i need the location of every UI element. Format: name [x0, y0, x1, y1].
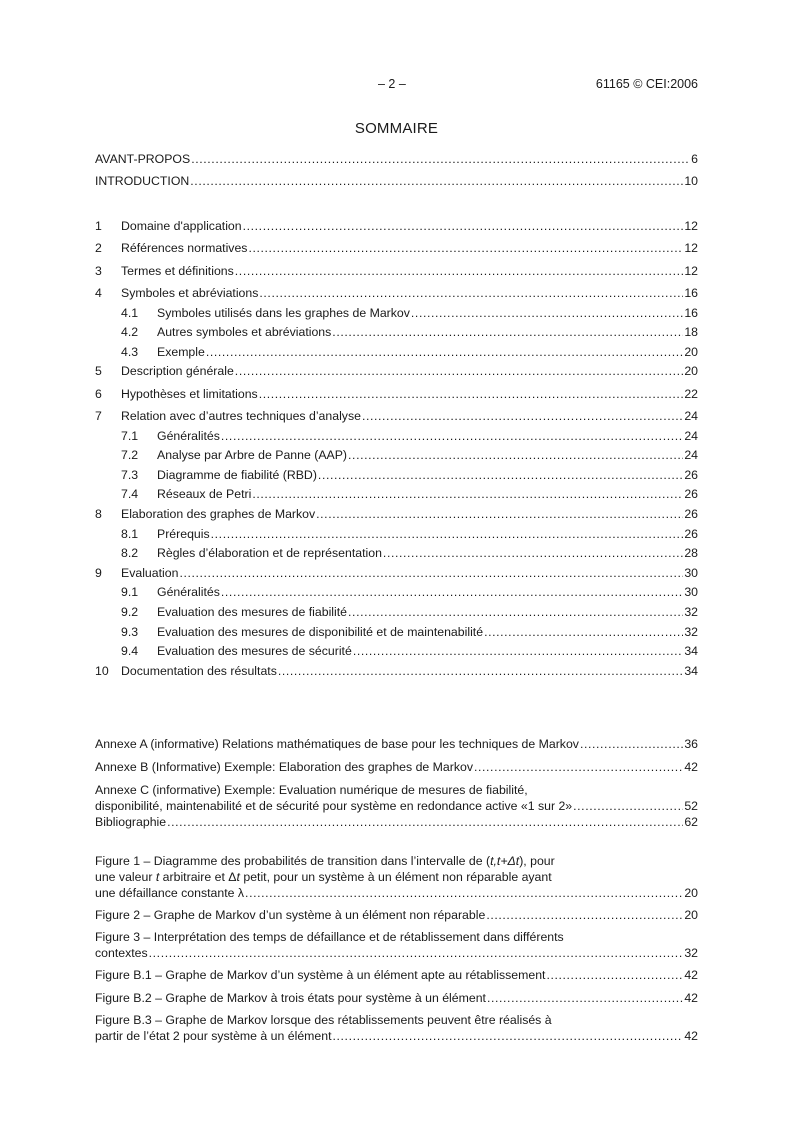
toc-entry-section-4[interactable] — [95, 285, 698, 301]
leader-dots — [332, 324, 683, 340]
toc-entry-page: 12 — [684, 263, 698, 278]
toc-entry-text: Evaluation — [121, 565, 179, 580]
toc-entry-page: 30 — [684, 565, 698, 580]
toc-figure-b3[interactable] — [95, 1028, 698, 1044]
figure-text: petit, pour un système à un élément non réparable ayant — [239, 870, 552, 884]
toc-entry-page: 42 — [684, 991, 698, 1005]
leader-dots — [252, 486, 683, 502]
toc-entry-text: Domaine d'application — [121, 219, 242, 233]
toc-entry-page: 12 — [684, 219, 698, 233]
figure-text-italic: t,t+Δt — [490, 854, 520, 868]
toc-entry-page: 20 — [684, 886, 698, 900]
figure-text: une valeur — [95, 870, 156, 884]
toc-entry-text: Généralités — [157, 428, 220, 443]
leader-dots — [179, 565, 683, 581]
toc-entry-page: 16 — [684, 285, 698, 300]
toc-entry-introduction[interactable] — [95, 173, 698, 189]
leader-dots — [318, 467, 683, 483]
toc-entry-section-4-1[interactable] — [121, 305, 698, 321]
toc-entry-section-8-2[interactable] — [121, 545, 698, 561]
toc-entry-text: Evaluation des mesures de sécurité — [157, 644, 352, 659]
toc-entry-number: 3 — [95, 263, 102, 278]
figure-text-italic: t — [155, 870, 160, 884]
toc-entry-page: 42 — [684, 1029, 698, 1043]
toc-entry-text: Figure B.1 – Graphe de Markov d’un système à un élément apte au rétablissement — [95, 968, 546, 982]
toc-entry-page: 32 — [684, 624, 698, 639]
leader-dots — [235, 263, 684, 279]
toc-entry-page: 16 — [684, 305, 698, 320]
figure-text-italic: t — [236, 870, 240, 884]
toc-entry-page: 24 — [684, 408, 698, 423]
toc-entry-text: Diagramme de fiabilité (RBD) — [157, 467, 317, 482]
toc-entry-page: 52 — [684, 799, 698, 813]
toc-entry-annexe-b[interactable] — [95, 759, 698, 775]
toc-entry-annexe-c[interactable] — [95, 798, 698, 814]
toc-entry-text: Annexe A (informative) Relations mathématiques de base pour les techniques de Markov — [95, 737, 579, 751]
toc-entry-text: Elaboration des graphes de Markov — [121, 506, 316, 521]
toc-entry-number: 4.3 — [121, 344, 139, 359]
toc-entry-section-4-2[interactable] — [121, 324, 698, 340]
toc-entry-number: 9.3 — [121, 624, 139, 639]
leader-dots — [243, 218, 684, 234]
toc-entry-number: 4.2 — [121, 325, 139, 340]
toc-entry-page: 12 — [684, 241, 698, 256]
toc-entry-text: Hypothèses et limitations — [121, 386, 258, 401]
toc-entry-section-5[interactable] — [95, 363, 698, 379]
toc-entry-text: Evaluation des mesures de disponibilité et de maintenabilité — [157, 624, 484, 639]
toc-entry-page: 42 — [684, 760, 698, 774]
leader-dots — [362, 408, 683, 424]
toc-entry-number: 2 — [95, 241, 102, 256]
toc-entry-section-8[interactable] — [95, 506, 698, 522]
leader-dots — [190, 173, 683, 189]
toc-entry-avant-propos[interactable] — [95, 151, 698, 167]
leader-dots — [235, 363, 684, 379]
toc-entry-page: 10 — [684, 174, 698, 188]
toc-entry-section-9-2[interactable] — [121, 604, 698, 620]
toc-entry-page: 20 — [684, 344, 698, 359]
leader-dots — [259, 285, 683, 301]
leader-dots — [383, 545, 683, 561]
toc-figure-3-line1[interactable]: Figure 3 – Interprétation des temps de défaillance et de rétablissement dans différents — [95, 930, 564, 944]
toc-entry-page: 32 — [684, 604, 698, 619]
leader-dots — [353, 643, 684, 659]
toc-entry-text: Documentation des résultats — [121, 663, 277, 678]
toc-entry-number: 7 — [95, 408, 102, 423]
toc-entry-number: 6 — [95, 386, 102, 401]
toc-entry-number: 9.2 — [121, 604, 139, 619]
leader-dots — [580, 736, 683, 752]
toc-entry-page: 24 — [684, 448, 698, 463]
leader-dots — [211, 526, 684, 542]
toc-entry-section-8-1[interactable] — [121, 526, 698, 542]
toc-entry-number: 4.1 — [121, 305, 139, 320]
toc-entry-page: 34 — [684, 644, 698, 659]
toc-entry-section-7-4[interactable] — [121, 486, 698, 502]
toc-figure-3[interactable] — [95, 945, 698, 961]
toc-entry-text: Références normatives — [121, 241, 248, 256]
toc-entry-text: Symboles utilisés dans les graphes de Markov — [157, 305, 410, 320]
toc-entry-text: Symboles et abréviations — [121, 285, 259, 300]
toc-entry-page: 26 — [684, 526, 698, 541]
leader-dots — [348, 447, 683, 463]
figure-text: Figure 1 – Diagramme des probabilités de transition dans l’intervalle de ( — [95, 854, 491, 868]
toc-figure-1-line2[interactable] — [95, 869, 698, 885]
leader-dots — [221, 428, 683, 444]
toc-figure-1-line1[interactable] — [95, 853, 698, 869]
toc-entry-section-3[interactable] — [95, 263, 698, 279]
toc-entry-text: Analyse par Arbre de Panne (AAP) — [157, 448, 348, 463]
toc-entry-page: 34 — [684, 663, 698, 678]
toc-entry-number: 9.1 — [121, 585, 139, 600]
toc-entry-page: 36 — [684, 737, 698, 751]
toc-entry-text: Relation avec d’autres techniques d’analyse — [121, 408, 361, 423]
toc-entry-number: 7.3 — [121, 467, 139, 482]
toc-figure-b3-line1[interactable]: Figure B.3 – Graphe de Markov lorsque des rétablissements peuvent être réalisés à — [95, 1013, 552, 1027]
leader-dots — [149, 945, 684, 961]
toc-entry-number: 7.2 — [121, 448, 139, 463]
toc-entry-text: contextes — [95, 946, 148, 960]
toc-entry-number: 5 — [95, 364, 102, 379]
toc-entry-number: 8 — [95, 506, 102, 521]
toc-entry-text: Figure 2 – Graphe de Markov d’un système à un élément non réparable — [95, 908, 486, 922]
toc-entry-text: AVANT-PROPOS — [95, 152, 191, 166]
toc-figure-b1[interactable] — [95, 967, 698, 983]
document-reference: 61165 © CEI:2006 — [595, 77, 698, 91]
leader-dots — [259, 386, 684, 402]
toc-entry-page: 26 — [684, 487, 698, 502]
toc-entry-text: Termes et définitions — [121, 263, 234, 278]
toc-entry-page: 6 — [691, 152, 698, 166]
leader-dots — [278, 663, 683, 679]
toc-entry-page: 20 — [684, 364, 698, 379]
page-number: – 2 – — [378, 77, 406, 91]
toc-entry-number: 1 — [95, 219, 102, 233]
toc-entry-section-6[interactable] — [95, 386, 698, 402]
toc-entry-annexe-c-line1[interactable]: Annexe C (informative) Exemple: Evaluation numérique de mesures de fiabilité, — [95, 783, 528, 797]
toc-entry-number: 4 — [95, 285, 102, 300]
toc-entry-page: 28 — [684, 546, 698, 561]
page-title: SOMMAIRE — [354, 120, 439, 137]
toc-entry-text: partir de l’état 2 pour système à un élément — [95, 1029, 332, 1043]
toc-entry-page: 42 — [684, 968, 698, 982]
toc-entry-section-9-3[interactable] — [121, 624, 698, 640]
figure-text: arbitraire et Δ — [159, 870, 237, 884]
leader-dots — [474, 759, 683, 775]
leader-dots — [316, 506, 683, 522]
toc-entry-text: Figure B.2 – Graphe de Markov à trois états pour système à un élément — [95, 991, 486, 1005]
toc-entry-page: 26 — [684, 506, 698, 521]
toc-entry-section-4-3[interactable] — [121, 344, 698, 360]
leader-dots — [333, 1028, 684, 1044]
leader-dots — [221, 584, 683, 600]
toc-entry-page: 24 — [684, 428, 698, 443]
toc-figure-2[interactable] — [95, 907, 698, 923]
toc-entry-text: Description générale — [121, 364, 234, 379]
toc-entry-section-7[interactable] — [95, 408, 698, 424]
toc-entry-page: 62 — [684, 815, 698, 829]
leader-dots — [167, 814, 683, 830]
toc-entry-page: 30 — [684, 585, 698, 600]
toc-entry-text: Bibliographie — [95, 815, 167, 829]
toc-entry-annexe-a[interactable] — [95, 736, 698, 752]
toc-entry-number: 9.4 — [121, 644, 139, 659]
toc-entry-text: une défaillance constante λ — [95, 886, 245, 900]
toc-entry-section-7-2[interactable] — [121, 447, 698, 463]
toc-entry-text: INTRODUCTION — [95, 174, 190, 188]
toc-entry-text: Exemple — [157, 344, 205, 359]
toc-entry-section-1[interactable] — [95, 218, 698, 234]
toc-entry-page: 20 — [684, 908, 698, 922]
leader-dots — [487, 990, 683, 1006]
toc-entry-section-10[interactable] — [95, 663, 698, 679]
toc-entry-section-7-1[interactable] — [121, 428, 698, 444]
toc-entry-text: Règles d’élaboration et de représentation — [157, 546, 382, 561]
leader-dots — [486, 907, 683, 923]
leader-dots — [573, 798, 683, 814]
toc-entry-page: 18 — [684, 325, 698, 340]
toc-entry-number: 8.2 — [121, 546, 139, 561]
toc-entry-number: 8.1 — [121, 526, 139, 541]
toc-entry-section-2[interactable] — [95, 240, 698, 256]
toc-entry-text: disponibilité, maintenabilité et de sécurité pour système en redondance active «1 sur 2» — [95, 799, 573, 813]
toc-entry-text: Généralités — [157, 585, 220, 600]
toc-entry-page: 26 — [684, 467, 698, 482]
toc-entry-text: Réseaux de Petri — [157, 487, 252, 502]
figure-text: ), pour — [519, 854, 555, 868]
toc-entry-number: 10 — [95, 663, 109, 678]
toc-entry-page: 32 — [684, 946, 698, 960]
toc-figure-b2[interactable] — [95, 990, 698, 1006]
leader-dots — [411, 305, 683, 321]
toc-entry-number: 7.1 — [121, 428, 139, 443]
leader-dots — [206, 344, 683, 360]
toc-entry-number: 7.4 — [121, 487, 139, 502]
toc-entry-text: Evaluation des mesures de fiabilité — [157, 604, 348, 619]
toc-entry-section-7-3[interactable] — [121, 467, 698, 483]
leader-dots — [245, 885, 683, 901]
toc-entry-bibliographie[interactable] — [95, 814, 698, 830]
toc-entry-section-9-1[interactable] — [121, 584, 698, 600]
leader-dots — [248, 240, 683, 256]
leader-dots — [546, 967, 683, 983]
leader-dots — [348, 604, 683, 620]
toc-figure-1[interactable] — [95, 885, 698, 901]
toc-entry-section-9[interactable] — [95, 565, 698, 581]
leader-dots — [191, 151, 690, 167]
toc-entry-page: 22 — [684, 386, 698, 401]
toc-entry-text: Autres symboles et abréviations — [157, 325, 332, 340]
toc-entry-section-9-4[interactable] — [121, 643, 698, 659]
toc-entry-text: Annexe B (Informative) Exemple: Elaboration des graphes de Markov — [95, 760, 473, 774]
leader-dots — [484, 624, 683, 640]
toc-entry-text: Prérequis — [157, 526, 210, 541]
toc-entry-number: 9 — [95, 565, 102, 580]
